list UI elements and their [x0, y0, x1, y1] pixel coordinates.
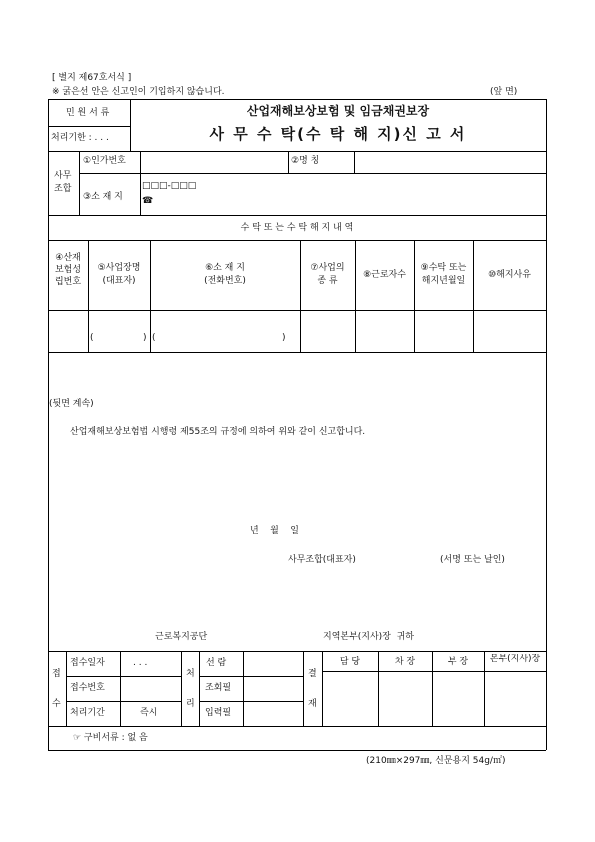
header-insurance-no-line2: 보험성 — [54, 265, 82, 275]
process-label-2: 리 — [186, 699, 195, 709]
branch-addressee: 지역본부(지사)장 귀하 — [323, 632, 414, 642]
page-side-label: (앞 면) — [490, 87, 518, 97]
header-business-type-line2: 종 류 — [317, 276, 338, 286]
header-termination-reason-line1: ⑩해지사유 — [488, 270, 531, 280]
header-workplace-name-line2: (대표자) — [102, 276, 136, 286]
approval-header-manager: 부 장 — [447, 657, 469, 667]
approval-header-director — [484, 654, 546, 670]
header-date-line1: ⑨수탁 또는 — [420, 263, 467, 273]
select-label: 선 람 — [206, 658, 227, 668]
approval-header-staff: 담 당 — [339, 657, 361, 667]
receipt-date-label: 접수일자 — [70, 658, 105, 668]
processing-period-label: 처리기간 — [70, 708, 105, 718]
header-business-type — [300, 264, 355, 286]
header-date-line2: 해지년월일 — [421, 276, 466, 286]
header-address-line2: (전화번호) — [204, 276, 246, 286]
workplace-rep-paren-open: ( — [90, 333, 94, 343]
approval-header-deputy: 차 장 — [394, 657, 416, 667]
permit-number-field[interactable] — [141, 152, 287, 172]
continued-note: (뒷면 계속) — [49, 399, 94, 409]
association-name-field[interactable] — [355, 152, 545, 172]
header-date — [414, 264, 473, 286]
processing-period-value: 즉시 — [140, 708, 158, 718]
details-section-title: 수 탁 또 는 수 탁 해 지 내 역 — [240, 223, 354, 233]
header-insurance-no-line3: 립번호 — [54, 277, 82, 287]
header-address-line1: ⑥소 재 지 — [205, 263, 245, 273]
approval-label-1: 결 — [308, 669, 317, 679]
header-workplace-name — [88, 264, 150, 286]
receipt-date-value: . . . — [133, 658, 148, 668]
association-name-label: ②명 칭 — [291, 156, 320, 166]
phone-paren-close: ) — [282, 333, 286, 343]
signature-note: (서명 또는 날인) — [440, 555, 505, 565]
permit-number-label: ①인가번호 — [83, 156, 126, 166]
attachments-note: ☞ 구비서류 : 없 음 — [73, 733, 148, 743]
header-insurance-no-line1: ④산재 — [55, 253, 81, 263]
address-label: ③소 재 지 — [83, 192, 123, 202]
statement-text: 산업재해보상보험법 시행령 제55조의 규정에 의하여 위와 같이 신고합니다. — [70, 427, 366, 437]
process-label-1: 처 — [186, 669, 195, 679]
postal-code[interactable]: □□□-□□□ — [142, 181, 197, 191]
header-workplace-name-line1: ⑤사업장명 — [97, 263, 141, 273]
header-worker-count — [355, 271, 414, 280]
paper-spec: (210㎜×297㎜, 신문용지 54g/㎡) — [366, 756, 506, 766]
form-number: [ 별지 제67호서식 ] — [52, 73, 132, 83]
association-label-2: 조합 — [54, 184, 72, 194]
organization-name: 근로복지공단 — [155, 632, 208, 642]
header-business-type-line1: ⑦사업의 — [310, 263, 345, 273]
header-termination-reason — [473, 271, 546, 280]
phone-paren-open: ( — [152, 333, 156, 343]
instruction-note: ※ 굵은선 안은 신고인이 기입하지 않습니다. — [52, 87, 225, 97]
association-label-1: 사무 — [54, 171, 72, 181]
receipt-number-label: 접수번호 — [70, 683, 105, 693]
form-title-line1: 산업재해보상보험 및 임금채권보장 — [246, 104, 430, 118]
workplace-rep-paren-close: ) — [143, 333, 147, 343]
header-address — [150, 264, 300, 286]
date-line[interactable]: 년 월 일 — [250, 526, 299, 536]
civil-document-label: 민 원 서 류 — [66, 108, 110, 118]
receipt-label-2: 수 — [52, 699, 61, 709]
form-title-line2: 사 무 수 탁(수 탁 해 지)신 고 서 — [209, 125, 467, 143]
phone-icon: ☎ — [142, 196, 154, 206]
inquiry-label: 조회필 — [205, 683, 232, 693]
signer-label: 사무조합(대표자) — [288, 555, 356, 565]
approval-header-director-text: 본부(지사)장 — [489, 654, 541, 664]
processing-deadline-label: 처리기한 : . . . — [51, 133, 109, 143]
approval-label-2: 재 — [308, 699, 317, 709]
input-label: 입력필 — [205, 708, 232, 718]
header-insurance-no — [48, 254, 88, 287]
receipt-label-1: 접 — [52, 669, 61, 679]
header-worker-count-line1: ⑧근로자수 — [363, 270, 406, 280]
